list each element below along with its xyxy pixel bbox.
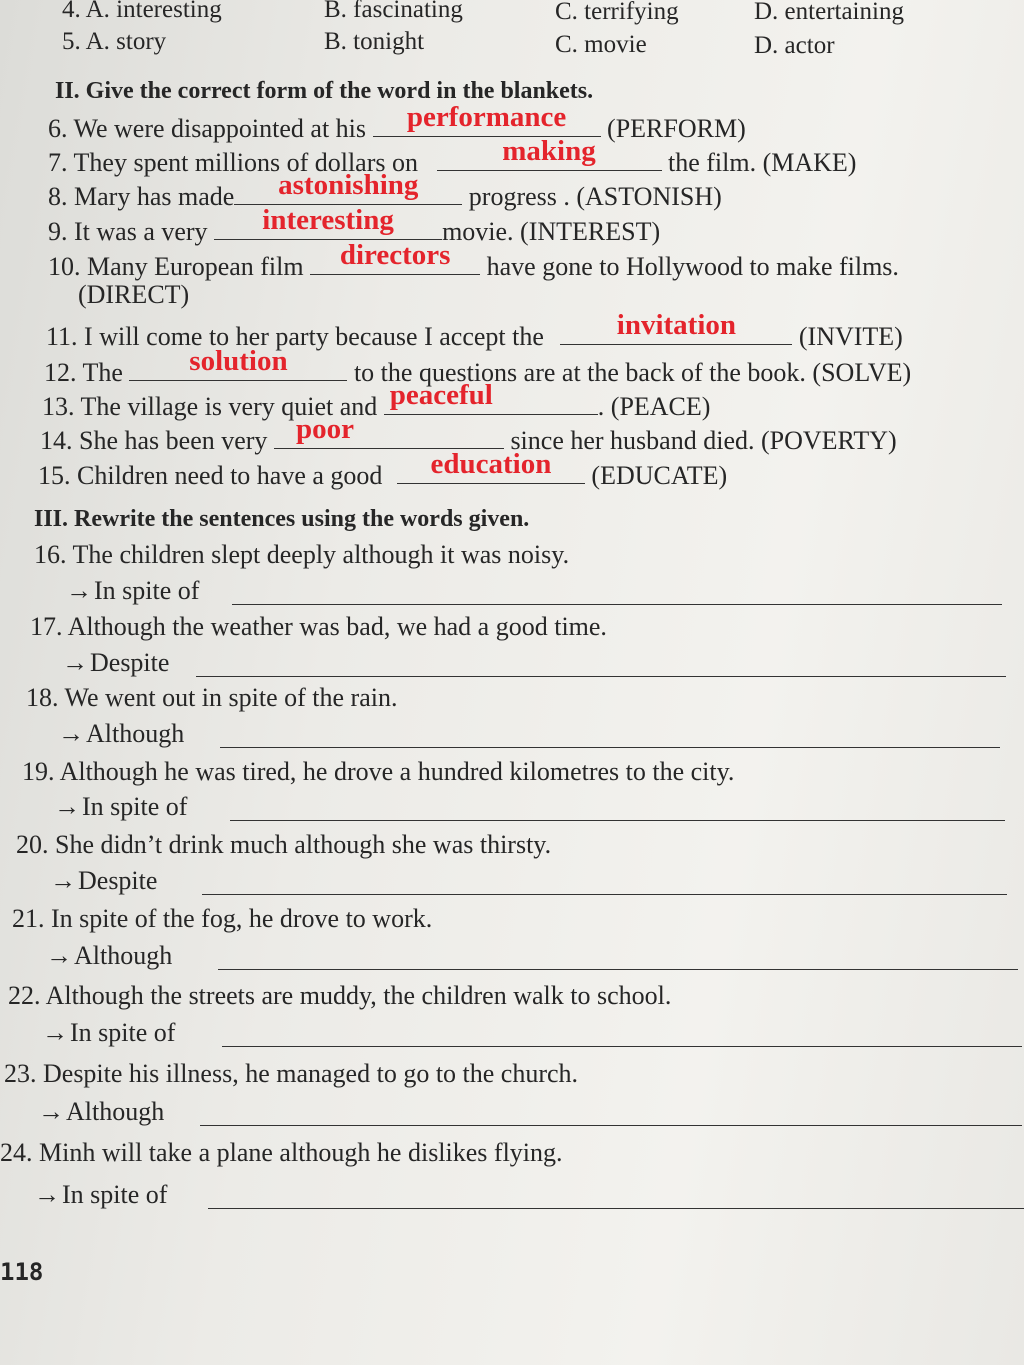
mc-5-num: 5.	[62, 28, 81, 55]
arrow-icon: →	[34, 1180, 60, 1209]
item-15	[38, 448, 728, 491]
item-15-answer: education	[430, 448, 552, 480]
item-24-text: Minh will take a plane although he dislikes flying.	[39, 1138, 563, 1167]
item-21-prompt-line	[46, 941, 172, 971]
item-18-prompt: Although	[86, 719, 185, 748]
item-18-prompt-line	[58, 719, 184, 749]
mc-4-a	[62, 0, 222, 24]
item-21-prompt: Although	[74, 941, 173, 970]
item-23-text: Despite his illness, he managed to go to the church.	[43, 1059, 579, 1088]
mc-4-a-text: A. interesting	[85, 0, 222, 23]
item-13-blank[interactable]	[384, 379, 598, 415]
arrow-icon: →	[66, 576, 92, 605]
item-14-text: She has been very	[79, 426, 268, 455]
item-20-sentence	[16, 830, 551, 860]
item-19-text: Although he was tired, he drove a hundred kilometres to the city.	[59, 757, 735, 786]
mc-5-b: B. tonight	[324, 28, 425, 55]
item-8-blank[interactable]	[234, 169, 462, 205]
item-10-text: Many European film	[87, 252, 304, 281]
item-6-text: We were disappointed at his	[73, 114, 367, 143]
arrow-icon: →	[46, 941, 72, 970]
item-11-text: I will come to her party because I accept the	[84, 322, 544, 351]
item-18-text: We went out in spite of the rain.	[64, 683, 398, 712]
item-7-hint: the film. (MAKE)	[668, 148, 857, 177]
item-17-text: Although the weather was bad, we had a good time.	[67, 612, 607, 641]
item-22-answer-line[interactable]	[222, 1045, 1022, 1047]
item-22-prompt-line	[42, 1018, 175, 1048]
mc-4-b: B. fascinating	[324, 0, 463, 23]
item-21-sentence	[12, 904, 432, 934]
item-12-num: 12.	[44, 358, 77, 387]
item-22-text: Although the streets are muddy, the children walk to school.	[45, 981, 672, 1010]
item-14-blank[interactable]	[274, 413, 504, 449]
item-6-blank[interactable]	[373, 101, 601, 137]
item-19-answer-line[interactable]	[230, 819, 1005, 821]
item-11-num: 11.	[46, 322, 78, 351]
mc-4-c: C. terrifying	[555, 0, 679, 25]
item-23-sentence	[4, 1059, 578, 1089]
item-16-prompt: In spite of	[94, 576, 200, 605]
mc-5-c: C. movie	[555, 31, 647, 58]
item-10-num: 10.	[48, 252, 81, 281]
item-23-answer-line[interactable]	[200, 1124, 1022, 1126]
item-11-hint: (INVITE)	[798, 322, 903, 351]
item-13-answer: peaceful	[389, 379, 493, 411]
item-16-num: 16.	[34, 540, 67, 569]
item-14-answer: poor	[295, 413, 354, 445]
item-17-prompt-line	[62, 648, 169, 678]
item-6-answer: performance	[406, 101, 567, 133]
arrow-icon: →	[58, 719, 84, 748]
item-8-text: Mary has made	[74, 182, 235, 211]
item-9-blank[interactable]	[214, 204, 442, 240]
item-24-num: 24.	[0, 1138, 33, 1167]
item-7-text: They spent millions of dollars on	[73, 148, 418, 177]
item-23-prompt: Although	[66, 1097, 165, 1126]
item-8-num: 8.	[48, 182, 68, 211]
item-15-blank[interactable]	[397, 448, 585, 484]
item-14-hint: since her husband died. (POVERTY)	[510, 426, 897, 455]
item-12-blank[interactable]	[129, 345, 347, 381]
item-20-prompt-line	[50, 866, 157, 896]
item-17-answer-line[interactable]	[196, 675, 1006, 677]
item-12-text: The	[82, 358, 123, 387]
arrow-icon: →	[62, 648, 88, 677]
item-24-answer-line[interactable]	[208, 1207, 1024, 1209]
item-24-prompt-line	[34, 1180, 167, 1210]
item-18-answer-line[interactable]	[220, 746, 1000, 748]
item-21-num: 21.	[12, 904, 45, 933]
item-12-hint: to the questions are at the back of the book. (SOLVE)	[353, 358, 912, 387]
item-16-text: The children slept deeply although it was noisy.	[72, 540, 570, 569]
item-17-prompt: Despite	[90, 648, 170, 677]
item-19-prompt-line	[54, 792, 187, 822]
item-19-prompt: In spite of	[82, 792, 188, 821]
item-24-prompt: In spite of	[62, 1180, 168, 1209]
item-10	[48, 239, 899, 282]
item-9-answer: interesting	[262, 204, 394, 236]
item-10-answer: directors	[339, 239, 451, 271]
section-3-title: III. Rewrite the sentences using the words given.	[34, 506, 530, 532]
item-11-blank[interactable]	[560, 309, 792, 345]
item-11-answer: invitation	[616, 309, 737, 341]
mc-4-num: 4.	[62, 0, 81, 23]
item-24-sentence	[0, 1138, 563, 1168]
item-9-text: It was a very	[74, 217, 208, 246]
arrow-icon: →	[54, 792, 80, 821]
item-10-hint: have gone to Hollywood to make films.	[486, 252, 899, 281]
item-15-num: 15.	[38, 461, 71, 490]
item-13-hint: . (PEACE)	[597, 392, 711, 421]
item-13-num: 13.	[42, 392, 75, 421]
section-2-title: II. Give the correct form of the word in the blankets.	[55, 78, 594, 104]
item-20-prompt: Despite	[78, 866, 158, 895]
item-22-sentence	[8, 981, 671, 1011]
item-20-text: She didn’t drink much although she was thirsty.	[55, 830, 552, 859]
item-16-answer-line[interactable]	[232, 603, 1002, 605]
item-14-num: 14.	[40, 426, 73, 455]
item-21-answer-line[interactable]	[218, 968, 1018, 970]
item-15-hint: (EDUCATE)	[591, 461, 728, 490]
item-22-prompt: In spite of	[70, 1018, 176, 1047]
item-7-answer: making	[502, 135, 596, 167]
item-22-num: 22.	[8, 981, 41, 1010]
item-23-prompt-line	[38, 1097, 164, 1127]
item-9-hint: movie. (INTEREST)	[442, 217, 661, 246]
item-8-hint: progress . (ASTONISH)	[468, 182, 722, 211]
item-17-sentence	[30, 612, 607, 642]
mc-4-d: D. entertaining	[754, 0, 904, 25]
item-21-text: In spite of the fog, he drove to work.	[51, 904, 433, 933]
item-23-num: 23.	[4, 1059, 37, 1088]
item-19-sentence	[22, 757, 734, 787]
item-7-blank[interactable]	[437, 135, 662, 171]
item-13-text: The village is very quiet and	[80, 392, 378, 421]
item-20-answer-line[interactable]	[202, 893, 1007, 895]
item-18-sentence	[26, 683, 397, 713]
item-8-answer: astonishing	[278, 169, 419, 201]
item-7-num: 7.	[48, 148, 68, 177]
item-6-num: 6.	[48, 114, 68, 143]
item-10-blank[interactable]	[310, 239, 480, 275]
mc-5-a-text: A. story	[85, 28, 167, 55]
item-9-num: 9.	[48, 217, 68, 246]
item-6-hint: (PERFORM)	[607, 114, 746, 143]
arrow-icon: →	[42, 1018, 68, 1047]
arrow-icon: →	[38, 1097, 64, 1126]
item-10-continued: (DIRECT)	[78, 280, 190, 309]
item-16-prompt-line	[66, 576, 199, 606]
item-15-text: Children need to have a good	[77, 461, 383, 490]
page-number: 118	[0, 1258, 44, 1286]
item-16-sentence	[34, 540, 569, 570]
item-20-num: 20.	[16, 830, 49, 859]
item-19-num: 19.	[22, 757, 55, 786]
item-12-answer: solution	[189, 345, 288, 377]
item-18-num: 18.	[26, 683, 59, 712]
mc-row-4	[62, 0, 962, 26]
mc-5-d: D. actor	[754, 32, 835, 59]
mc-5-a	[62, 28, 166, 56]
mc-row-5	[62, 28, 962, 58]
item-17-num: 17.	[30, 612, 63, 641]
arrow-icon: →	[50, 866, 76, 895]
